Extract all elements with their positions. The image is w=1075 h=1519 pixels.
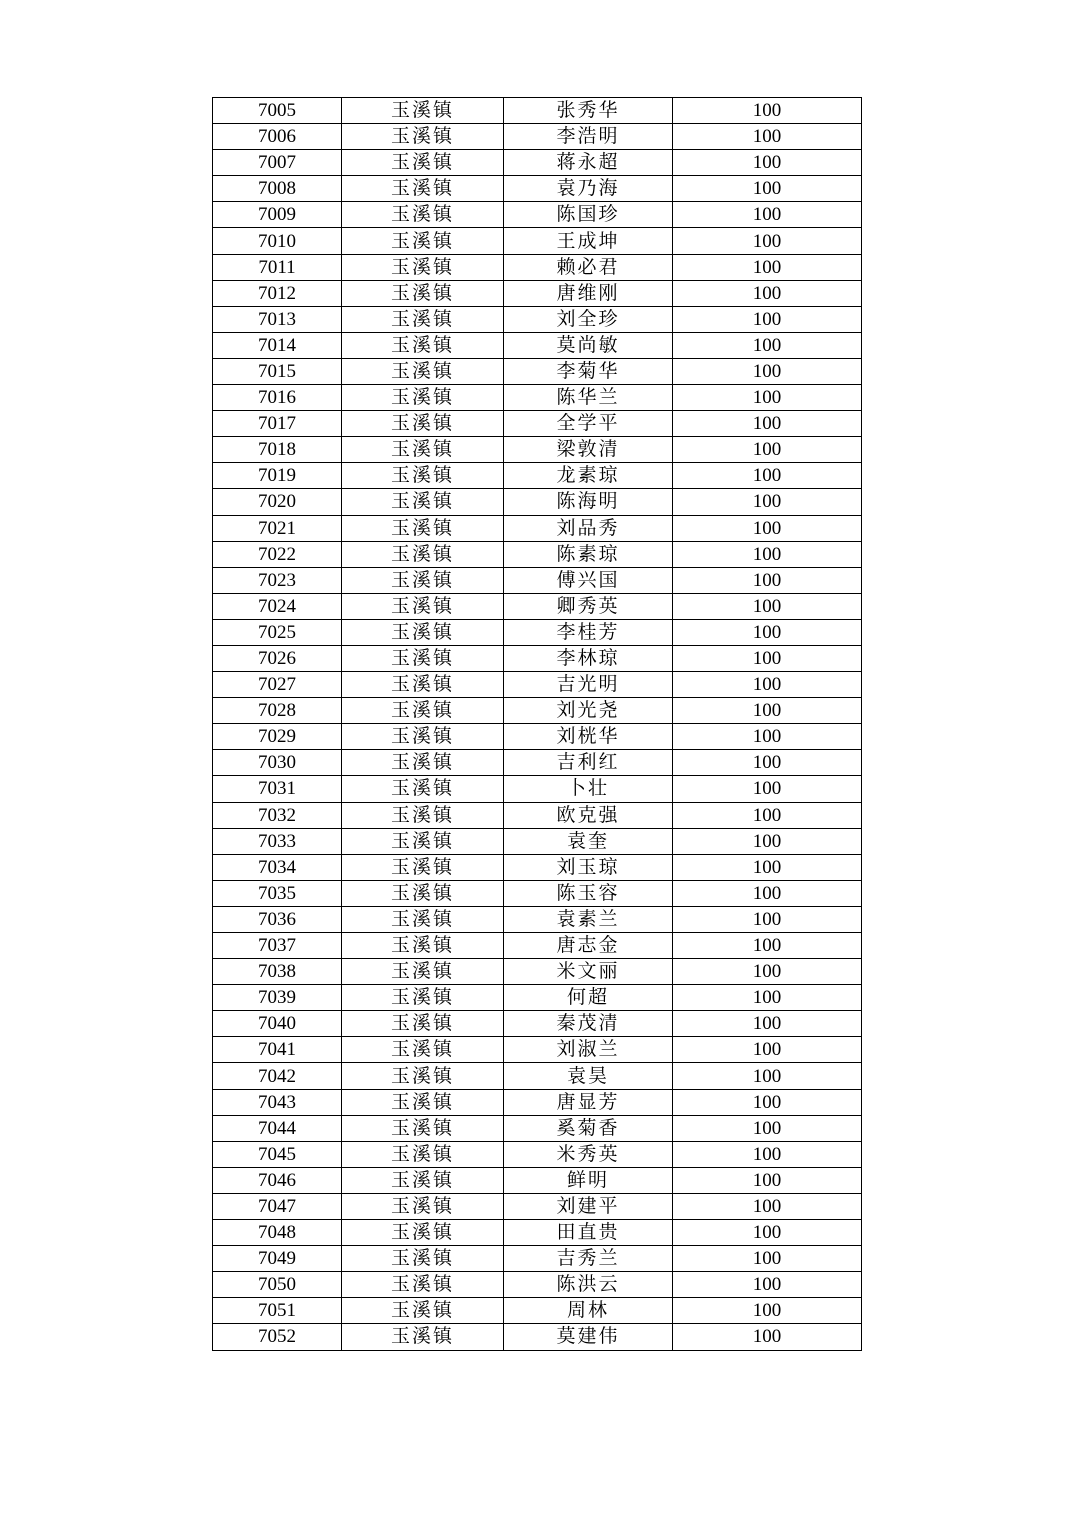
amount-cell: 100 [673,1246,862,1272]
id-cell: 7043 [213,1089,342,1115]
id-cell: 7049 [213,1246,342,1272]
town-cell: 玉溪镇 [342,1011,504,1037]
town-cell: 玉溪镇 [342,1063,504,1089]
town-cell: 玉溪镇 [342,176,504,202]
name-cell: 李菊华 [504,358,673,384]
town-cell: 玉溪镇 [342,463,504,489]
table-row [213,280,862,306]
table-row [213,515,862,541]
name-cell: 田直贵 [504,1220,673,1246]
town-cell: 玉溪镇 [342,411,504,437]
town-cell: 玉溪镇 [342,98,504,124]
table-row [213,1141,862,1167]
table-row [213,1037,862,1063]
town-cell: 玉溪镇 [342,228,504,254]
id-cell: 7011 [213,254,342,280]
id-cell: 7021 [213,515,342,541]
amount-cell: 100 [673,358,862,384]
amount-cell: 100 [673,411,862,437]
amount-cell: 100 [673,332,862,358]
amount-cell: 100 [673,176,862,202]
amount-cell: 100 [673,1298,862,1324]
name-cell: 唐维刚 [504,280,673,306]
town-cell: 玉溪镇 [342,802,504,828]
name-cell: 陈海明 [504,489,673,515]
table-row [213,463,862,489]
name-cell: 刘桄华 [504,724,673,750]
name-cell: 梁敦清 [504,437,673,463]
table-row [213,411,862,437]
table-row [213,1220,862,1246]
amount-cell: 100 [673,385,862,411]
id-cell: 7022 [213,541,342,567]
table-row [213,776,862,802]
town-cell: 玉溪镇 [342,358,504,384]
table-row [213,593,862,619]
amount-cell: 100 [673,906,862,932]
id-cell: 7048 [213,1220,342,1246]
id-cell: 7045 [213,1141,342,1167]
table-row [213,1089,862,1115]
town-cell: 玉溪镇 [342,906,504,932]
town-cell: 玉溪镇 [342,672,504,698]
town-cell: 玉溪镇 [342,985,504,1011]
id-cell: 7030 [213,750,342,776]
town-cell: 玉溪镇 [342,1324,504,1350]
id-cell: 7010 [213,228,342,254]
town-cell: 玉溪镇 [342,306,504,332]
name-cell: 傅兴国 [504,567,673,593]
table-row [213,750,862,776]
amount-cell: 100 [673,1037,862,1063]
id-cell: 7037 [213,933,342,959]
name-cell: 赖必君 [504,254,673,280]
table-row [213,1272,862,1298]
name-cell: 秦茂清 [504,1011,673,1037]
table-row [213,880,862,906]
table-row [213,1193,862,1219]
amount-cell: 100 [673,698,862,724]
id-cell: 7035 [213,880,342,906]
name-cell: 王成坤 [504,228,673,254]
id-cell: 7034 [213,854,342,880]
name-cell: 袁奎 [504,828,673,854]
name-cell: 刘全珍 [504,306,673,332]
amount-cell: 100 [673,802,862,828]
table-row [213,254,862,280]
name-cell: 袁乃海 [504,176,673,202]
table-row [213,906,862,932]
amount-cell: 100 [673,1063,862,1089]
table-row [213,202,862,228]
amount-cell: 100 [673,541,862,567]
amount-cell: 100 [673,1272,862,1298]
town-cell: 玉溪镇 [342,1246,504,1272]
table-row [213,698,862,724]
town-cell: 玉溪镇 [342,1037,504,1063]
town-cell: 玉溪镇 [342,880,504,906]
amount-cell: 100 [673,933,862,959]
name-cell: 李浩明 [504,124,673,150]
town-cell: 玉溪镇 [342,933,504,959]
id-cell: 7052 [213,1324,342,1350]
table-row [213,150,862,176]
amount-cell: 100 [673,1220,862,1246]
name-cell: 龙素琼 [504,463,673,489]
id-cell: 7038 [213,959,342,985]
table-row [213,1167,862,1193]
id-cell: 7016 [213,385,342,411]
town-cell: 玉溪镇 [342,124,504,150]
name-cell: 全学平 [504,411,673,437]
table-row [213,306,862,332]
table-row [213,228,862,254]
name-cell: 卿秀英 [504,593,673,619]
amount-cell: 100 [673,1167,862,1193]
name-cell: 张秀华 [504,98,673,124]
id-cell: 7046 [213,1167,342,1193]
amount-cell: 100 [673,1141,862,1167]
name-cell: 米文丽 [504,959,673,985]
table-row [213,1011,862,1037]
name-cell: 唐显芳 [504,1089,673,1115]
amount-cell: 100 [673,306,862,332]
id-cell: 7027 [213,672,342,698]
town-cell: 玉溪镇 [342,854,504,880]
name-cell: 莫尚敏 [504,332,673,358]
table-row [213,567,862,593]
town-cell: 玉溪镇 [342,489,504,515]
table-row [213,672,862,698]
table-row [213,358,862,384]
id-cell: 7018 [213,437,342,463]
id-cell: 7009 [213,202,342,228]
amount-cell: 100 [673,1011,862,1037]
town-cell: 玉溪镇 [342,280,504,306]
id-cell: 7047 [213,1193,342,1219]
town-cell: 玉溪镇 [342,828,504,854]
town-cell: 玉溪镇 [342,1298,504,1324]
town-cell: 玉溪镇 [342,437,504,463]
town-cell: 玉溪镇 [342,1115,504,1141]
id-cell: 7032 [213,802,342,828]
town-cell: 玉溪镇 [342,750,504,776]
town-cell: 玉溪镇 [342,593,504,619]
id-cell: 7015 [213,358,342,384]
id-cell: 7005 [213,98,342,124]
town-cell: 玉溪镇 [342,541,504,567]
table-row [213,645,862,671]
id-cell: 7025 [213,619,342,645]
amount-cell: 100 [673,619,862,645]
id-cell: 7013 [213,306,342,332]
name-cell: 米秀英 [504,1141,673,1167]
amount-cell: 100 [673,985,862,1011]
table-row [213,176,862,202]
name-cell: 莫建伟 [504,1324,673,1350]
name-cell: 何超 [504,985,673,1011]
table-row [213,1246,862,1272]
town-cell: 玉溪镇 [342,202,504,228]
amount-cell: 100 [673,593,862,619]
name-cell: 吉光明 [504,672,673,698]
id-cell: 7008 [213,176,342,202]
table-row [213,332,862,358]
town-cell: 玉溪镇 [342,150,504,176]
name-cell: 刘建平 [504,1193,673,1219]
amount-cell: 100 [673,463,862,489]
table-row [213,124,862,150]
id-cell: 7051 [213,1298,342,1324]
name-cell: 陈华兰 [504,385,673,411]
town-cell: 玉溪镇 [342,1220,504,1246]
id-cell: 7014 [213,332,342,358]
amount-cell: 100 [673,489,862,515]
table-row [213,854,862,880]
name-cell: 刘玉琼 [504,854,673,880]
town-cell: 玉溪镇 [342,385,504,411]
table-row [213,1324,862,1350]
table-row [213,98,862,124]
table-row [213,1115,862,1141]
amount-cell: 100 [673,1115,862,1141]
name-cell: 李桂芳 [504,619,673,645]
id-cell: 7040 [213,1011,342,1037]
id-cell: 7036 [213,906,342,932]
id-cell: 7024 [213,593,342,619]
name-cell: 欧克强 [504,802,673,828]
amount-cell: 100 [673,567,862,593]
name-cell: 刘品秀 [504,515,673,541]
amount-cell: 100 [673,828,862,854]
name-cell: 李林琼 [504,645,673,671]
table-row [213,489,862,515]
id-cell: 7026 [213,645,342,671]
town-cell: 玉溪镇 [342,619,504,645]
amount-cell: 100 [673,150,862,176]
name-cell: 刘淑兰 [504,1037,673,1063]
id-cell: 7039 [213,985,342,1011]
id-cell: 7023 [213,567,342,593]
town-cell: 玉溪镇 [342,1141,504,1167]
amount-cell: 100 [673,672,862,698]
town-cell: 玉溪镇 [342,254,504,280]
id-cell: 7019 [213,463,342,489]
town-cell: 玉溪镇 [342,1167,504,1193]
amount-cell: 100 [673,515,862,541]
id-cell: 7041 [213,1037,342,1063]
amount-cell: 100 [673,880,862,906]
town-cell: 玉溪镇 [342,776,504,802]
table-row [213,933,862,959]
town-cell: 玉溪镇 [342,515,504,541]
amount-cell: 100 [673,124,862,150]
table-row [213,959,862,985]
amount-cell: 100 [673,98,862,124]
name-cell: 周林 [504,1298,673,1324]
amount-cell: 100 [673,280,862,306]
amount-cell: 100 [673,959,862,985]
id-cell: 7031 [213,776,342,802]
name-cell: 陈国珍 [504,202,673,228]
id-cell: 7017 [213,411,342,437]
town-cell: 玉溪镇 [342,724,504,750]
name-cell: 陈洪云 [504,1272,673,1298]
id-cell: 7028 [213,698,342,724]
amount-cell: 100 [673,1089,862,1115]
name-cell: 奚菊香 [504,1115,673,1141]
amount-cell: 100 [673,750,862,776]
amount-cell: 100 [673,228,862,254]
table-row [213,437,862,463]
table-row [213,1298,862,1324]
roster-table [212,97,862,1351]
name-cell: 卜壮 [504,776,673,802]
town-cell: 玉溪镇 [342,645,504,671]
amount-cell: 100 [673,776,862,802]
roster-table-body [213,98,862,1351]
name-cell: 陈素琼 [504,541,673,567]
town-cell: 玉溪镇 [342,959,504,985]
table-row [213,619,862,645]
amount-cell: 100 [673,854,862,880]
table-row [213,828,862,854]
id-cell: 7007 [213,150,342,176]
name-cell: 袁昊 [504,1063,673,1089]
id-cell: 7044 [213,1115,342,1141]
town-cell: 玉溪镇 [342,698,504,724]
table-row [213,724,862,750]
name-cell: 唐志金 [504,933,673,959]
town-cell: 玉溪镇 [342,1272,504,1298]
name-cell: 蒋永超 [504,150,673,176]
amount-cell: 100 [673,202,862,228]
town-cell: 玉溪镇 [342,1193,504,1219]
id-cell: 7020 [213,489,342,515]
town-cell: 玉溪镇 [342,1089,504,1115]
name-cell: 吉秀兰 [504,1246,673,1272]
table-row [213,1063,862,1089]
table-row [213,541,862,567]
id-cell: 7006 [213,124,342,150]
table-row [213,802,862,828]
name-cell: 吉利红 [504,750,673,776]
id-cell: 7012 [213,280,342,306]
id-cell: 7033 [213,828,342,854]
name-cell: 袁素兰 [504,906,673,932]
name-cell: 刘光尧 [504,698,673,724]
amount-cell: 100 [673,1193,862,1219]
amount-cell: 100 [673,645,862,671]
town-cell: 玉溪镇 [342,332,504,358]
table-row [213,985,862,1011]
amount-cell: 100 [673,437,862,463]
id-cell: 7042 [213,1063,342,1089]
id-cell: 7029 [213,724,342,750]
name-cell: 鲜明 [504,1167,673,1193]
id-cell: 7050 [213,1272,342,1298]
amount-cell: 100 [673,724,862,750]
table-row [213,385,862,411]
amount-cell: 100 [673,1324,862,1350]
amount-cell: 100 [673,254,862,280]
name-cell: 陈玉容 [504,880,673,906]
town-cell: 玉溪镇 [342,567,504,593]
